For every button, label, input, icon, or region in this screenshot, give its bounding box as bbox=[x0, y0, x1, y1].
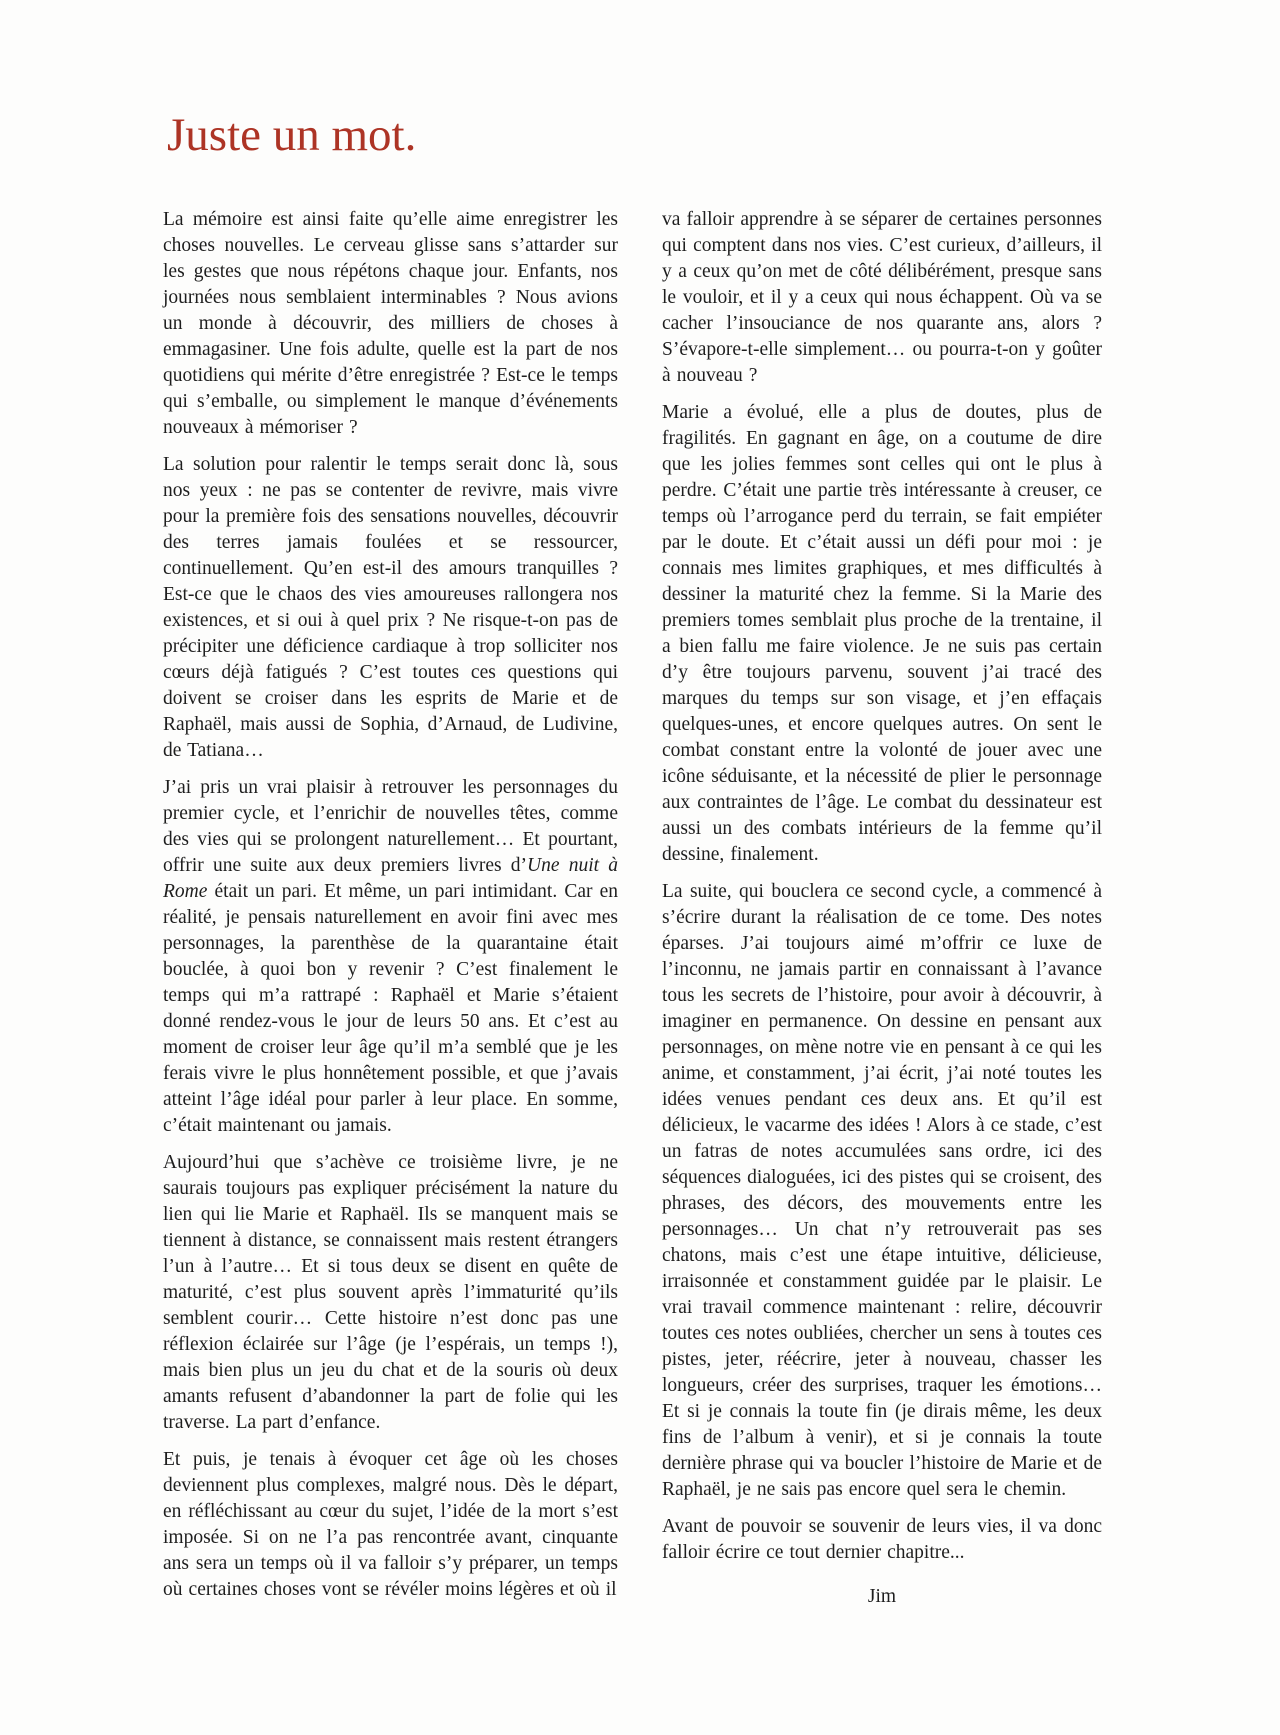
signature: Jim bbox=[867, 1586, 897, 1607]
paragraph-marie: Marie a évolué, elle a plus de doutes, plus de fragilités. En gagnant en âge, on a coutume de dire que les jolies femmes sont celles qui ont le plus à perdre. C’était une partie très intéressante à creuser, ce temps où l’arrogance perd du terrain, se fait empiéter par le doute. Et c’était aussi un défi pour moi : je connais mes limites graphiques, et mes difficultés à dessiner la maturité chez la femme. Si la Marie des premiers tomes semblait plus proche de la trentaine, il a bien fallu me faire violence. Je ne suis pas certain d’y être toujours parvenu, souvent j’ai tracé des marques du temps sur son visage, et j’en effaçais quelques-unes, et encore quelques autres. On sent le combat constant entre la volonté de jouer avec une icône séduisante, et la nécessité de plier le personnage aux contraintes de l’âge. Le combat du dessinateur est aussi un des combats intérieurs de la femme qu’il dessine, finalement. bbox=[662, 402, 1102, 865]
paragraph-age-split: Et puis, je tenais à évoquer cet âge où les choses deviennent plus complexes, malgré nous. Dès le départ, en réfléchissant au cœur du sujet, l’idée de la mort s’est imposée. Si on ne l’a pas rencontrée avant, cinquante ans sera un temps où il va falloir s’y préparer, un temps où certaines choses vont se révéler moins légères et où il bbox=[163, 1449, 618, 1600]
paragraph-characters-text-before: J’ai pris un vrai plaisir à retrouver les personnages du premier cycle, et l’enrichir de nouvelles têtes, comme des vies qui se prolongent naturellement… Et pourtant, offrir une suite aux deux premiers livres d’ bbox=[163, 777, 618, 876]
paragraph-closing: Avant de pouvoir se souvenir de leurs vies, il va donc falloir écrire ce tout dernier chapitre... bbox=[662, 1516, 1102, 1563]
paragraph-solution: La solution pour ralentir le temps serait donc là, sous nos yeux : ne pas se contenter de revivre, mais vivre pour la première fois des sensations nouvelles, découvrir des terres jamais foulées et se ressourcer, continuellement. Qu’en est-il des amours tranquilles ? Est-ce que le chaos des vies amoureuses rallongera nos existences, et si oui à quel prix ? Ne risque-t-on pas de précipiter une déficience cardiaque à trop solliciter nos cœurs déjà fatigués ? C’est toutes ces questions qui doivent se croiser dans les esprits de Marie et de Raphaël, mais aussi de Sophia, d’Arnaud, de Ludivine, de Tatiana… bbox=[163, 454, 618, 761]
paragraph-characters-text-after: était un pari. Et même, un pari intimidant. Car en réalité, je pensais naturellement en avoir fini avec mes personnages, la parenthèse de la quarantaine était bouclée, à quoi bon y revenir ? C’est finalement le temps qui m’a rattrapé : Raphaël et Marie s’étaient donné rendez-vous le jour de leurs 50 ans. Et c’est au moment de croiser leur âge qu’il m’a semblé que je les ferais vivre le plus honnêtement possible, et que j’avais atteint l’âge idéal pour parler à leur place. En somme, c’était maintenant ou jamais. bbox=[163, 881, 618, 1136]
paragraph-third-book: Aujourd’hui que s’achève ce troisième livre, je ne saurais toujours pas expliquer précisément la nature du lien qui lie Marie et Raphaël. Ils se manquent mais se tiennent à distance, se connaissent mais restent étrangers l’un à l’autre… Et si tous deux se disent en quête de maturité, c’est plus souvent après l’immaturité qu’ils semblent courir… Cette histoire n’est donc pas une réflexion éclairée sur l’âge (je l’espérais, un temps !), mais bien plus un jeu du chat et de la souris où deux amants refusent d’abandonner la part de folie qui les traverse. La part d’enfance. bbox=[163, 1152, 618, 1433]
text-column-left bbox=[163, 207, 618, 1614]
paragraph-sequel: La suite, qui bouclera ce second cycle, a commencé à s’écrire durant la réalisation de ce tome. Des notes éparses. J’ai toujours aimé m’offrir ce luxe de l’inconnu, ne jamais partir en connaissant à l’avance tous les secrets de l’histoire, pour avoir à découvrir, à imaginer en permanence. On dessine en pensant aux personnages, on mène notre vie en pensant à ce qui les anime, et constamment, j’ai écrit, j’ai noté toutes les idées venues pendant ces deux ans. Et qu’il est délicieux, le vacarme des idées ! Alors à ce stade, c’est un fatras de notes accumulées sans ordre, ici des séquences dialoguées, ici des pistes qui se croisent, des phrases, des décors, des mouvements entre les personnages… Un chat n’y retrouverait pas ses chatons, mais c’est une étape intuitive, délicieuse, irraisonnée et constamment guidée par le plaisir. Le vrai travail commence maintenant : relire, découvrir toutes ces notes oubliées, chercher un sens à toutes ces pistes, jeter, réécrire, jeter à nouveau, chasser les longueurs, créer des surprises, traquer les émotions… Et si je connais la toute fin (je dirais même, les deux fins de l’album à venir), et si je connais la toute dernière phrase qui va boucler l’histoire de Marie et de Raphaël, je ne sais pas encore quel sera le chemin. bbox=[662, 881, 1102, 1500]
book-title-italic: Une nuit à Rome bbox=[163, 855, 619, 902]
text-column-right bbox=[662, 207, 1102, 1621]
page-title: Juste un mot. bbox=[167, 109, 417, 161]
paragraph-characters bbox=[163, 775, 618, 1139]
paragraph-memory: La mémoire est ainsi faite qu’elle aime enregistrer les choses nouvelles. Le cerveau glisse sans s’attarder sur les gestes que nous répétons chaque jour. Enfants, nos journées nous semblaient interminables ? Nous avions un monde à découvrir, des milliers de choses à emmagasiner. Une fois adulte, quelle est la part de nos quotidiens qui mérite d’être enregistrée ? Est-ce le temps qui s’emballe, ou simplement le manque d’événements nouveaux à mémoriser ? bbox=[163, 209, 618, 438]
paragraph-age-continued: va falloir apprendre à se séparer de certaines personnes qui comptent dans nos vies. C’est curieux, d’ailleurs, il y a ceux qu’on met de côté délibérément, presque sans le vouloir, et il y a ceux qui nous échappent. Où va se cacher l’insouciance de nos quarante ans, alors ? S’évapore-t-elle simplement… ou pourra-t-on y goûter à nouveau ? bbox=[662, 209, 1102, 386]
